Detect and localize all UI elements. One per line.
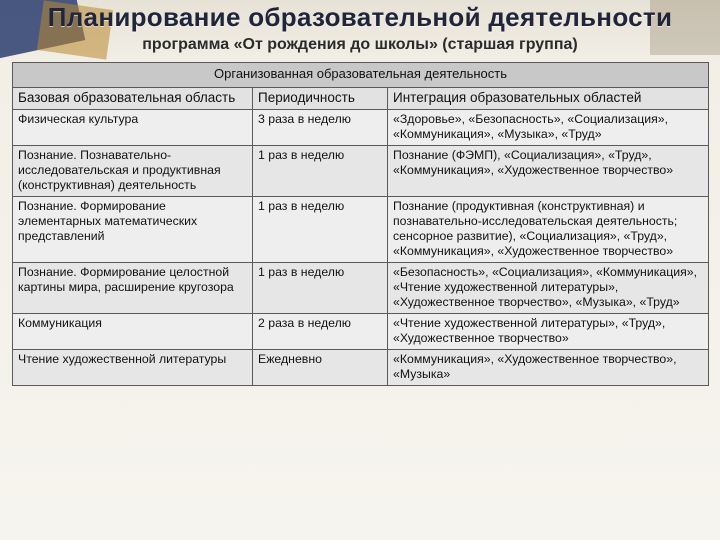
table-header-row bbox=[13, 88, 709, 110]
cell-integration: «Безопасность», «Социализация», «Коммуникация», «Чтение художественной литературы», «Художественное творчество», «Музыка», «Труд» bbox=[388, 263, 709, 314]
cell-frequency: 1 раз в неделю bbox=[253, 263, 388, 314]
cell-integration: «Коммуникация», «Художественное творчество», «Музыка» bbox=[388, 350, 709, 386]
column-header-integration: Интеграция образовательных областей bbox=[388, 88, 709, 110]
table-row bbox=[13, 263, 709, 314]
cell-frequency: 2 раза в неделю bbox=[253, 314, 388, 350]
cell-area: Коммуникация bbox=[13, 314, 253, 350]
column-header-area: Базовая образовательная область bbox=[13, 88, 253, 110]
cell-frequency: Ежедневно bbox=[253, 350, 388, 386]
column-header-frequency: Периодичность bbox=[253, 88, 388, 110]
page-title: Планирование образовательной деятельности bbox=[47, 2, 673, 32]
cell-frequency: 3 раза в неделю bbox=[253, 110, 388, 146]
cell-integration: Познание (продуктивная (конструктивная) и познавательно-исследовательская деятельность; сенсорное развитие), «Социализация», «Труд», «Коммуникация», «Художественное творчество» bbox=[388, 197, 709, 263]
table-row bbox=[13, 350, 709, 386]
cell-frequency: 1 раз в неделю bbox=[253, 146, 388, 197]
page-subtitle: программа «От рождения до школы» (старшая группа) bbox=[142, 36, 578, 53]
cell-integration: «Чтение художественной литературы», «Труд», «Художественное творчество» bbox=[388, 314, 709, 350]
table-group-header: Организованная образовательная деятельность bbox=[13, 63, 709, 88]
cell-integration: Познание (ФЭМП), «Социализация», «Труд», «Коммуникация», «Художественное творчество» bbox=[388, 146, 709, 197]
cell-area: Познание. Формирование целостной картины мира, расширение кругозора bbox=[13, 263, 253, 314]
cell-integration: «Здоровье», «Безопасность», «Социализация», «Коммуникация», «Музыка», «Труд» bbox=[388, 110, 709, 146]
table-row bbox=[13, 314, 709, 350]
cell-area: Познание. Формирование элементарных математических представлений bbox=[13, 197, 253, 263]
cell-area: Чтение художественной литературы bbox=[13, 350, 253, 386]
cell-area: Познание. Познавательно-исследовательская и продуктивная (конструктивная) деятельность bbox=[13, 146, 253, 197]
table-row bbox=[13, 197, 709, 263]
cell-frequency: 1 раз в неделю bbox=[253, 197, 388, 263]
table-row bbox=[13, 110, 709, 146]
activity-table bbox=[12, 62, 709, 386]
table-row bbox=[13, 146, 709, 197]
cell-area: Физическая культура bbox=[13, 110, 253, 146]
